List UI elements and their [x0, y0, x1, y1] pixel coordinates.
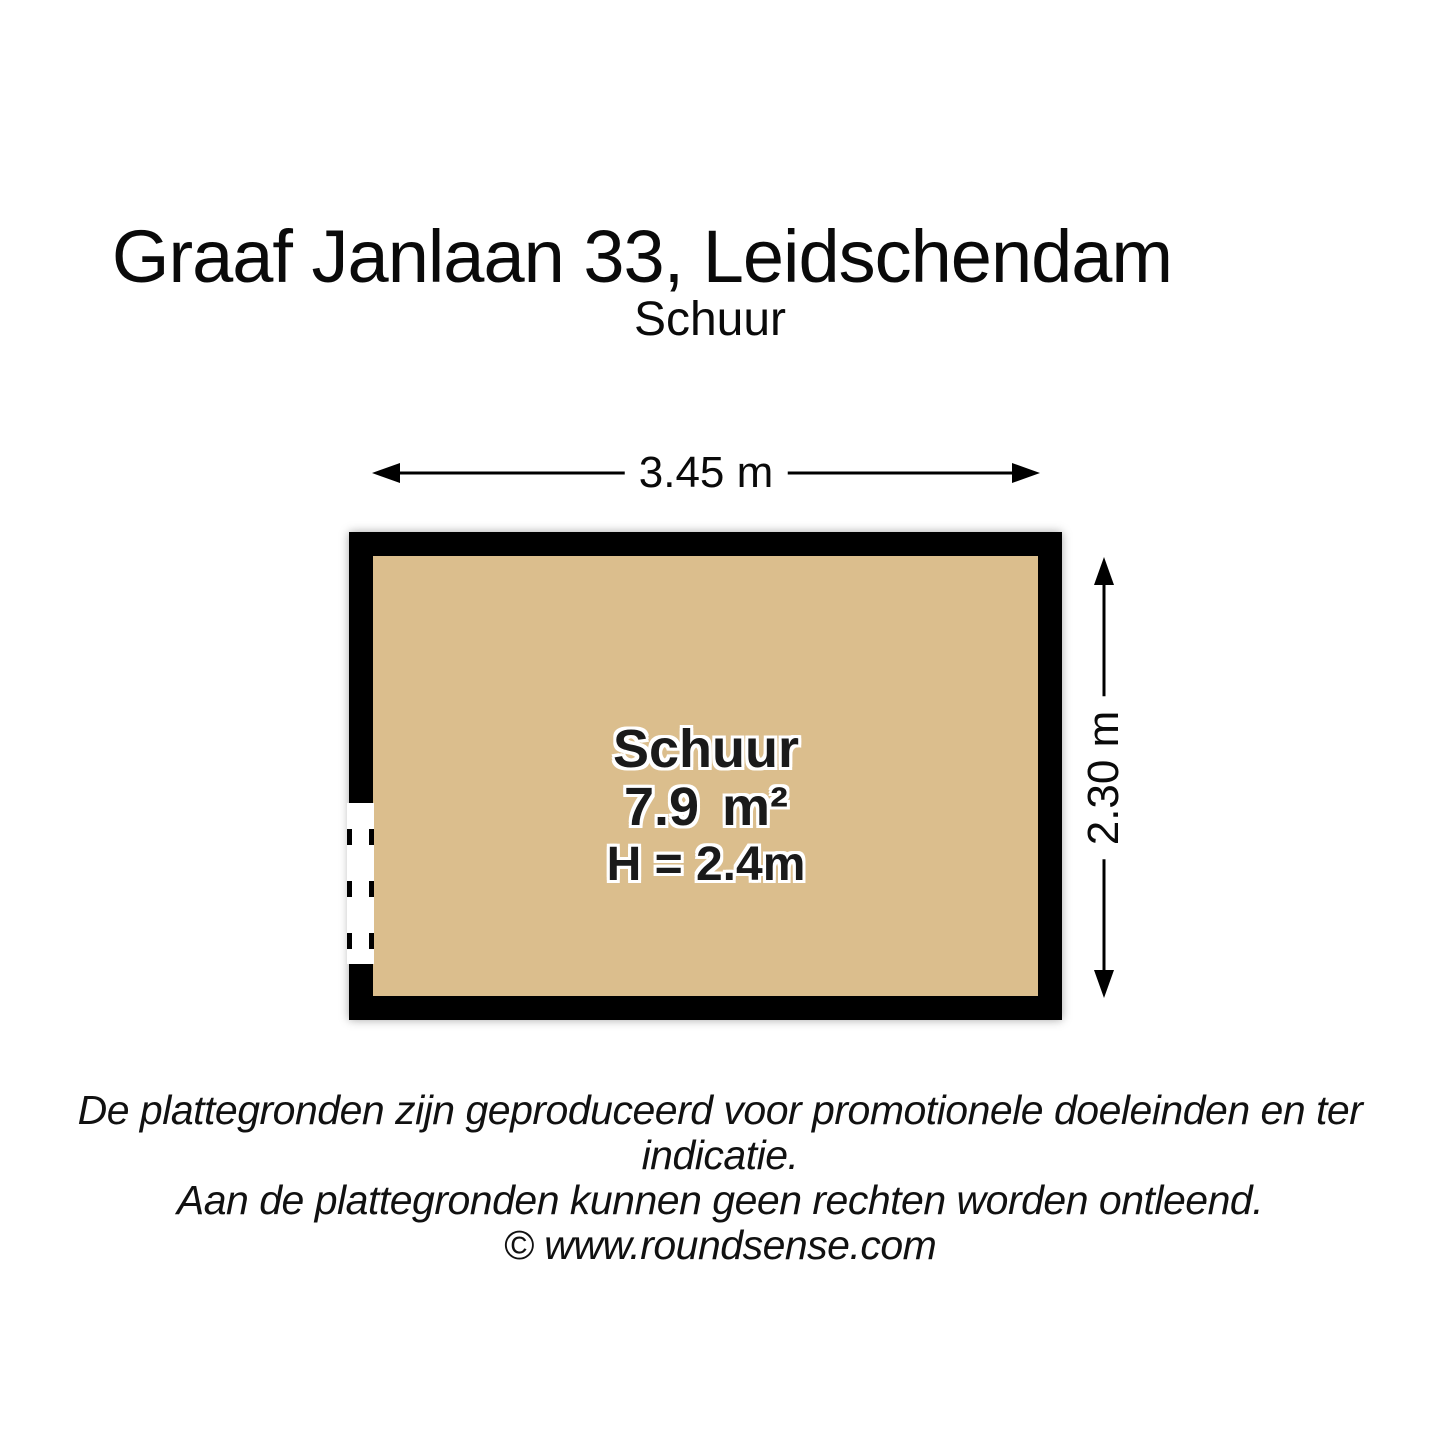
room-label	[372, 720, 1040, 894]
height-dimension-label: 2.30 m	[1081, 696, 1127, 859]
arrow-down-icon	[1094, 970, 1114, 998]
page-subtitle: Schuur	[633, 293, 787, 346]
vertical-dimension	[1079, 557, 1128, 998]
disclaimer-line-2: Aan de plattegronden kunnen geen rechten worden ontleend.	[176, 1177, 1264, 1223]
width-dimension-label: 3.45 m	[625, 450, 788, 496]
room-area: 7.9 m²	[623, 777, 789, 837]
horizontal-dimension	[372, 448, 1040, 497]
window-icon	[347, 803, 374, 964]
arrow-up-icon	[1094, 557, 1114, 585]
footer-disclaimer	[0, 1088, 1440, 1268]
page-title: Graaf Janlaan 33, Leidschendam	[111, 215, 1173, 298]
copyright: © www.roundsense.com	[503, 1222, 937, 1268]
room-name: Schuur	[612, 719, 800, 779]
room-ceiling-height: H = 2.4m	[606, 838, 806, 891]
disclaimer-line-1: De plattegronden zijn geproduceerd voor promotionele doeleinden en ter indicatie.	[77, 1087, 1363, 1178]
arrow-right-icon	[1012, 463, 1040, 483]
arrow-left-icon	[372, 463, 400, 483]
